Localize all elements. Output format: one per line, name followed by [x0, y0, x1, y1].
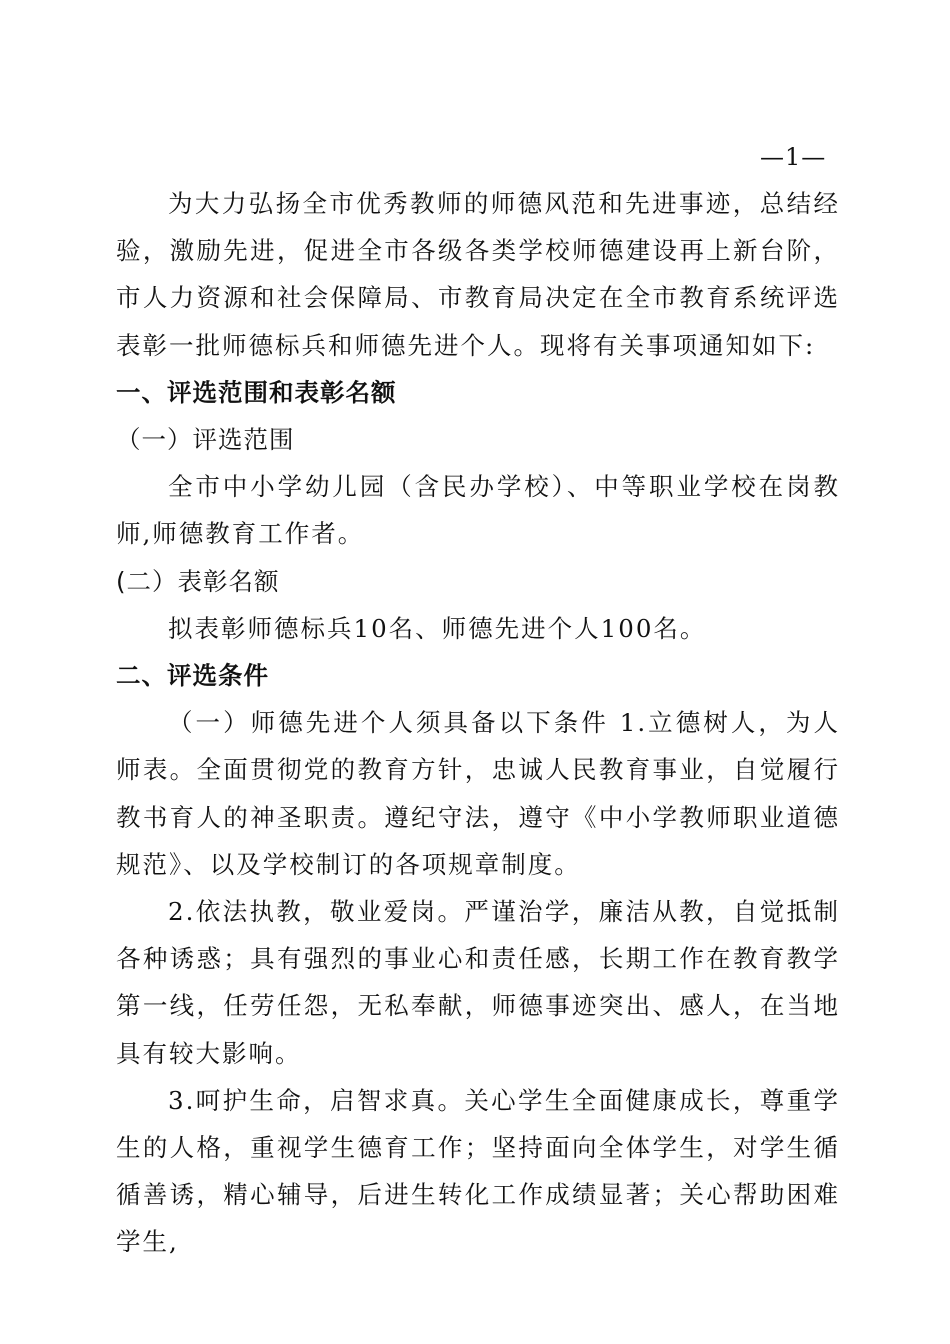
section-2-item-1: （一）师德先进个人须具备以下条件 1.立德树人，为人师表。全面贯彻党的教育方针，忠诚人民教育事业，自觉履行教书育人的神圣职责。遵纪守法，遵守《中小学教师职业道德规范》、以及学校制订的各项规章制度。 — [116, 708, 840, 879]
document-body — [116, 180, 840, 1266]
section-1-subheading-scope: （一）评选范围 — [116, 425, 295, 455]
section-1-heading: 一、评选范围和表彰名额 — [116, 377, 397, 407]
section-1-quota-text: 拟表彰师德标兵10名、师德先进个人100名。 — [168, 613, 707, 643]
section-1-scope-text: 全市中小学幼儿园（含民办学校）、中等职业学校在岗教师,师德教育工作者。 — [116, 472, 840, 549]
section-2-item-3: 3.呵护生命，启智求真。关心学生全面健康成长，尊重学生的人格，重视学生德育工作；坚持面向全体学生，对学生循循善诱，精心辅导，后进生转化工作成绩显著；关心帮助困难学生, — [116, 1085, 840, 1257]
section-1-subheading-quota: (二）表彰名额 — [116, 566, 280, 596]
intro-paragraph: 为大力弘扬全市优秀教师的师德风范和先进事迹，总结经验，激励先进，促进全市各级各类学校师德建设再上新台阶，市人力资源和社会保障局、市教育局决定在全市教育系统评选表彰一批师德标兵和师德先进个人。现将有关事项通知如下: — [116, 189, 840, 360]
section-2-heading: 二、评选条件 — [116, 661, 269, 691]
section-2-item-2: 2.依法执教，敬业爱岗。严谨治学，廉洁从教，自觉抵制各种诱惑；具有强烈的事业心和责任感，长期工作在教育教学第一线，任劳任怨，无私奉献，师德事迹突出、感人，在当地具有较大影响。 — [116, 897, 840, 1068]
page-number: —1— — [760, 143, 827, 171]
